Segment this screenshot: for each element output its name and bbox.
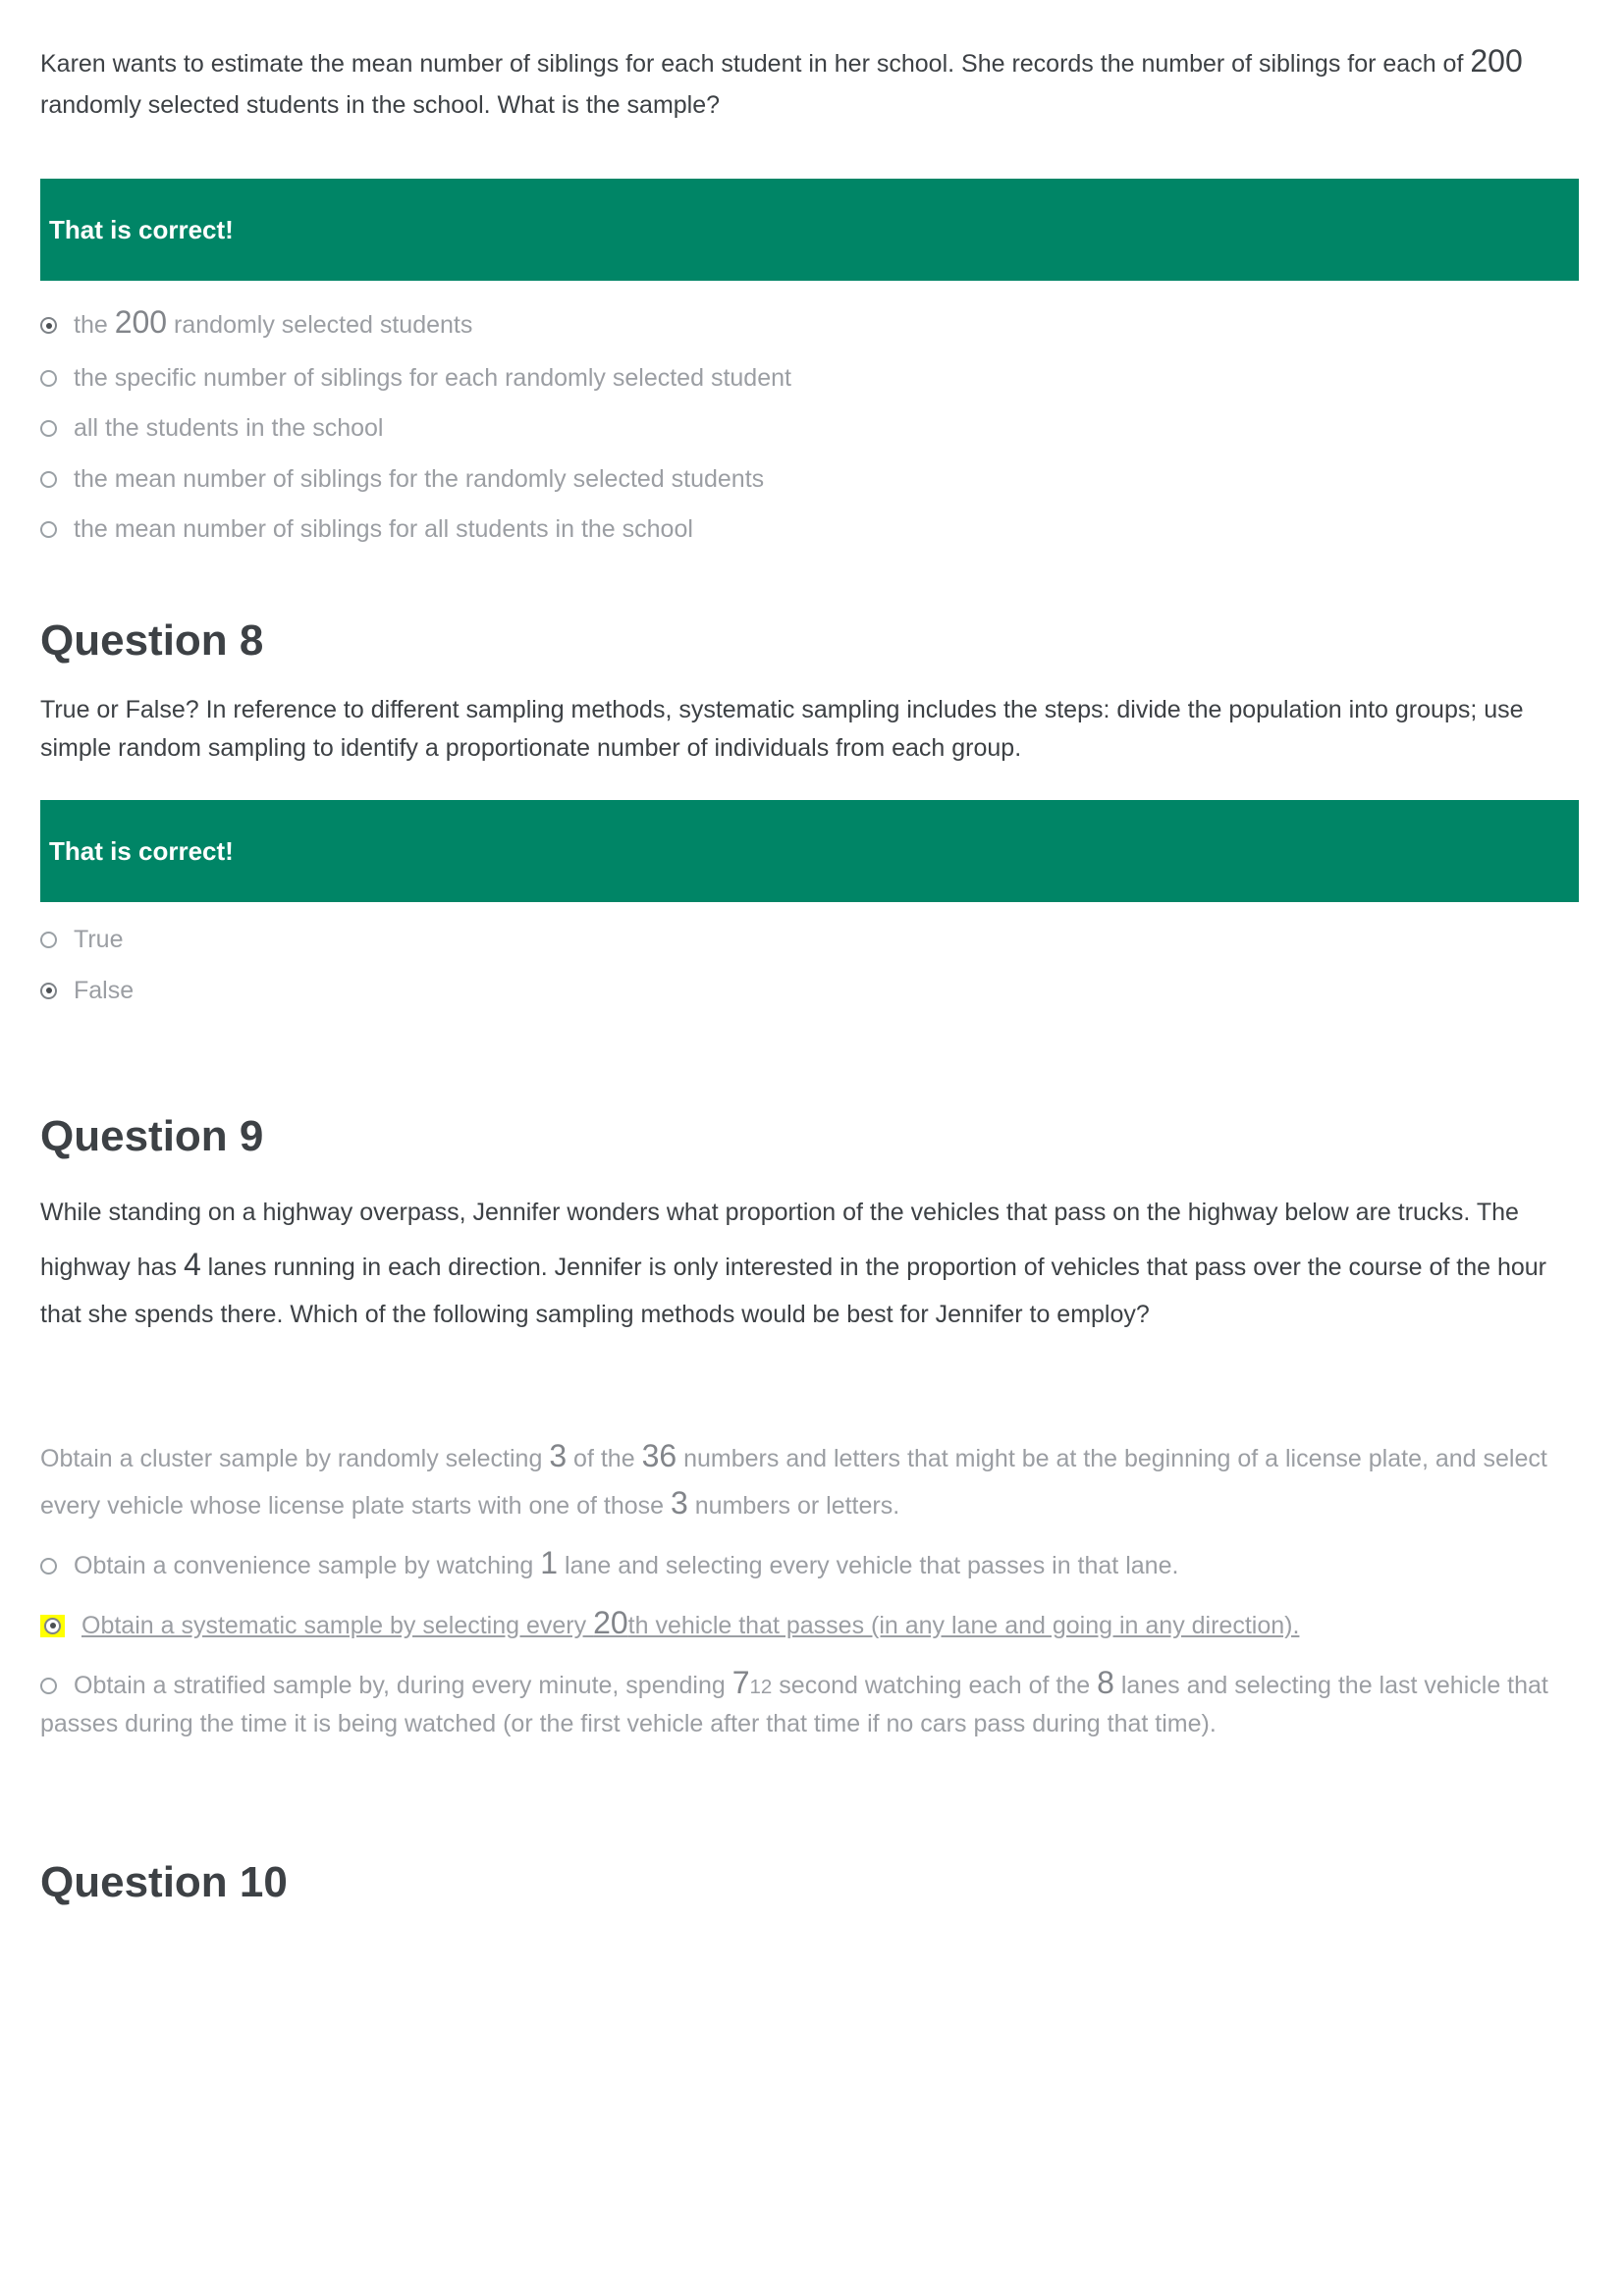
q7-option-4-label bbox=[74, 465, 764, 493]
question-10-heading: Question 10 bbox=[40, 1858, 288, 1907]
math-number: 7 bbox=[731, 1664, 750, 1700]
math-number: 1 bbox=[540, 1544, 559, 1580]
q7-options-list bbox=[40, 302, 1579, 546]
q8-option-false-label bbox=[74, 977, 134, 1004]
radio-icon[interactable] bbox=[40, 521, 57, 538]
q9-options-list bbox=[40, 1432, 1579, 1743]
text-segment: numbers and letters that might be at the beginning of a license plate, and select every vehicle whose license plate starts with one of those bbox=[40, 1444, 1547, 1520]
radio-wrap bbox=[40, 471, 57, 488]
radio-icon[interactable] bbox=[40, 420, 57, 437]
radio-wrap bbox=[40, 932, 57, 948]
text-segment: of the bbox=[567, 1444, 642, 1472]
math-number: 200 bbox=[114, 304, 168, 341]
radio-icon[interactable] bbox=[40, 370, 57, 387]
text-segment: True bbox=[74, 926, 124, 954]
radio-icon[interactable] bbox=[40, 471, 57, 488]
math-number: 3 bbox=[549, 1437, 568, 1473]
q9-option-convenience-label bbox=[74, 1544, 1179, 1580]
text-segment: While standing on a highway overpass, Jennifer wonders what proportion of the vehicles that pass on the highway below are trucks. The highway has bbox=[40, 1199, 1519, 1281]
text-segment: the specific number of siblings for each randomly selected student bbox=[74, 363, 791, 392]
text-segment: False bbox=[74, 976, 135, 1004]
text-segment: the mean number of siblings for the randomly selected students bbox=[74, 464, 765, 493]
q7-option-2[interactable] bbox=[40, 362, 1579, 395]
q7-option-3[interactable] bbox=[40, 412, 1579, 445]
q9-option-stratified-label bbox=[40, 1664, 1548, 1737]
q9-option-stratified[interactable] bbox=[40, 1659, 1579, 1743]
q9-option-cluster[interactable] bbox=[40, 1432, 1579, 1526]
q8-option-true[interactable] bbox=[40, 924, 1579, 956]
q8-feedback-text: That is correct! bbox=[49, 835, 234, 866]
radio-wrap bbox=[40, 370, 57, 387]
q8-feedback-banner bbox=[40, 800, 1579, 902]
text-segment: Obtain a convenience sample by watching bbox=[74, 1551, 541, 1579]
math-number: 3 bbox=[671, 1484, 688, 1521]
q8-option-true-label bbox=[74, 926, 123, 953]
q7-question-text bbox=[40, 37, 1579, 124]
text-segment: Obtain a cluster sample by randomly selecting bbox=[40, 1444, 550, 1472]
q7-option-1[interactable] bbox=[40, 302, 1579, 344]
text-segment: Karen wants to estimate the mean number of siblings for each student in her school. She records the number of siblings for each of bbox=[40, 50, 1471, 78]
q7-option-5[interactable] bbox=[40, 513, 1579, 546]
question-9-heading: Question 9 bbox=[40, 1112, 264, 1161]
text-segment: all the students in the school bbox=[74, 414, 384, 443]
q8-question-text: True or False? In reference to different sampling methods, systematic sampling includes the steps: divide the population into groups; use simple random sampling to identify a proportionate number of individuals from each group. bbox=[40, 695, 1524, 762]
radio-wrap bbox=[40, 1678, 57, 1694]
radio-icon[interactable] bbox=[40, 317, 57, 334]
text-segment: numbers or letters. bbox=[687, 1491, 900, 1520]
math-number: 8 bbox=[1097, 1664, 1114, 1700]
q7-feedback-banner bbox=[40, 179, 1579, 281]
text-segment: lanes and selecting the last vehicle that passes during the time it is being watched (or the first vehicle after that time if no cars pass during that time). bbox=[40, 1671, 1548, 1737]
q7-option-4[interactable] bbox=[40, 463, 1579, 496]
math-number: 20 bbox=[593, 1604, 628, 1640]
math-number: 200 bbox=[1470, 43, 1523, 79]
q9-question-text bbox=[40, 1191, 1579, 1337]
q9-option-systematic[interactable] bbox=[40, 1599, 1579, 1646]
text-segment: randomly selected students bbox=[167, 311, 473, 340]
text-segment: lane and selecting every vehicle that passes in that lane. bbox=[558, 1551, 1179, 1579]
text-segment: second watching each of the bbox=[772, 1671, 1098, 1699]
radio-icon[interactable] bbox=[40, 983, 57, 999]
math-number: 36 bbox=[641, 1437, 677, 1473]
q7-option-1-label bbox=[74, 304, 473, 341]
radio-wrap bbox=[40, 1615, 65, 1637]
q7-option-5-label bbox=[74, 515, 693, 543]
question-8-heading: Question 8 bbox=[40, 615, 264, 665]
radio-wrap bbox=[40, 317, 57, 334]
q9-option-cluster-label bbox=[40, 1437, 1547, 1521]
math-number: 4 bbox=[183, 1246, 201, 1282]
q9-option-systematic-label bbox=[81, 1604, 1300, 1640]
q7-option-3-label bbox=[74, 414, 383, 442]
radio-icon[interactable] bbox=[40, 932, 57, 948]
q9-option-convenience[interactable] bbox=[40, 1539, 1579, 1586]
radio-icon[interactable] bbox=[44, 1618, 61, 1634]
q7-feedback-text: That is correct! bbox=[49, 214, 234, 244]
q7-option-2-label bbox=[74, 364, 791, 392]
q8-options-list bbox=[40, 924, 1579, 1006]
text-segment: randomly selected students in the school. What is the sample? bbox=[40, 90, 721, 119]
text-segment: Obtain a systematic sample by selecting every bbox=[81, 1611, 594, 1639]
radio-icon[interactable] bbox=[40, 1558, 57, 1575]
text-segment: th vehicle that passes (in any lane and going in any direction). bbox=[627, 1611, 1300, 1639]
math-number: 12 bbox=[749, 1675, 773, 1698]
q8-option-false[interactable] bbox=[40, 975, 1579, 1007]
text-segment: the mean number of siblings for all students in the school bbox=[74, 515, 693, 544]
radio-wrap bbox=[40, 983, 57, 999]
text-segment: lanes running in each direction. Jennifer is only interested in the proportion of vehicles that pass over the course of the hour that she spends there. Which of the following sampling methods would be best for Jennifer to employ? bbox=[40, 1253, 1546, 1329]
radio-wrap bbox=[40, 1558, 57, 1575]
radio-wrap bbox=[40, 420, 57, 437]
text-segment: Obtain a stratified sample by, during every minute, spending bbox=[74, 1671, 732, 1699]
radio-icon[interactable] bbox=[40, 1678, 57, 1694]
radio-wrap bbox=[40, 521, 57, 538]
text-segment: the bbox=[74, 311, 115, 340]
